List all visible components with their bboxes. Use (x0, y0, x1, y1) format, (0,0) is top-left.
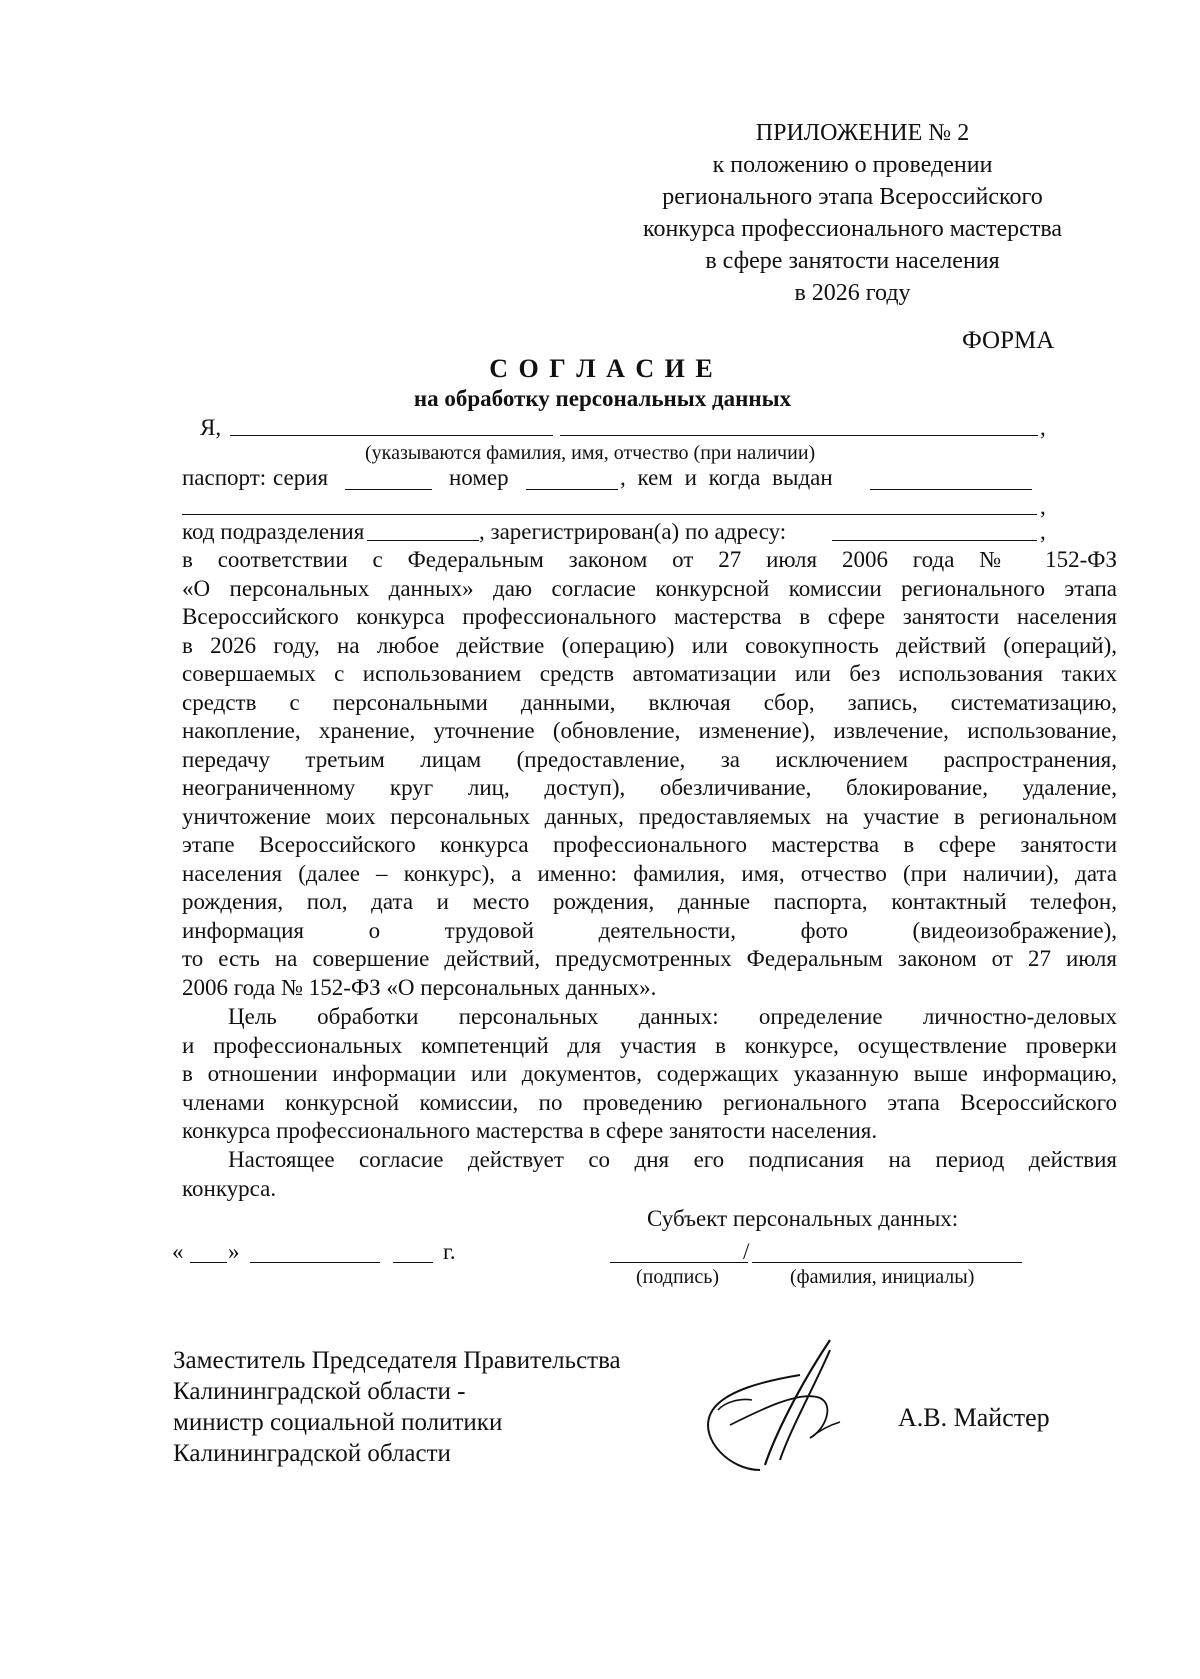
label-ya: Я, (200, 415, 222, 440)
paragraph-line: средств с персональными данными, включая сбор, запись, систематизацию, (182, 689, 1117, 715)
paragraph-line: и профессиональных компетенций для участия в конкурсе, осуществление проверки (182, 1032, 1117, 1058)
document-subtitle: на обработку персональных данных (413, 386, 792, 411)
handwritten-signature (690, 1330, 850, 1480)
paragraph-line: «О персональных данных» даю согласие конкурсной комиссии регионального этапа (182, 575, 1117, 601)
fio-field[interactable] (230, 435, 553, 436)
paragraph-line: Цель обработки персональных данных: определение личностно-деловых (228, 1004, 1117, 1029)
paragraph-line: совершаемых с использованием средств автоматизации или без использования таких (182, 661, 1117, 686)
paragraph-line: Всероссийского конкурса профессионального мастерства в сфере занятости населения (182, 604, 1117, 629)
paragraph-line: конкурса. (182, 1175, 277, 1201)
official-position (173, 1345, 621, 1469)
appendix-line: конкурса профессионального мастерства (643, 216, 1062, 242)
paragraph-line: населения (далее – конкурс), а именно: фамилия, имя, отчество (при наличии), дата (182, 860, 1117, 886)
passport-issued-field-cont[interactable] (182, 514, 1037, 515)
paragraph-line: 2006 года № 152-ФЗ «О персональных данных». (182, 974, 657, 1000)
slash: / (743, 1239, 750, 1264)
name-hint: (фамилия, инициалы) (790, 1266, 975, 1288)
comma: , (1040, 494, 1046, 519)
passport-number-field[interactable] (526, 489, 618, 490)
date-year-field[interactable] (393, 1262, 433, 1263)
label-issued: , кем и когда выдан (620, 465, 833, 490)
signature-hint: (подпись) (636, 1266, 720, 1288)
label-number: номер (449, 465, 509, 490)
paragraph-line: то есть на совершение действий, предусмотренных Федеральным законом от 27 июля (182, 946, 1117, 971)
official-line: министр социальной политики (173, 1409, 503, 1436)
date-day-field[interactable] (190, 1262, 227, 1263)
quote-close: » (228, 1239, 240, 1264)
form-label: ФОРМА (962, 327, 1055, 354)
passport-issued-field[interactable] (870, 489, 1032, 490)
paragraph-line: накопление, хранение, уточнение (обновление, изменение), извлечение, использование, (182, 718, 1117, 743)
address-field[interactable] (832, 540, 1037, 541)
paragraph-line: членами конкурсной комиссии, по проведению регионального этапа Всероссийского (182, 1089, 1117, 1115)
label-series: серия (273, 465, 329, 490)
appendix-line: к положению о проведении (712, 152, 993, 178)
paragraph-line: в 2026 году, на любое действие (операцию) или совокупность действий (операций), (182, 632, 1117, 658)
paragraph-line: уничтожение моих персональных данных, предоставляемых на участие в региональном (182, 803, 1117, 829)
fio-hint: (указываются фамилия, имя, отчество (при наличии) (365, 442, 816, 464)
year-suffix: г. (443, 1239, 456, 1264)
paragraph-line: в отношении информации или документов, содержащих указанную выше информацию, (182, 1061, 1117, 1086)
signature-field[interactable] (610, 1262, 748, 1263)
paragraph-line: информация о трудовой деятельности, фото (видеоизображение), (182, 917, 1117, 943)
appendix-line: в сфере занятости населения (705, 248, 1000, 274)
appendix-title: ПРИЛОЖЕНИЕ № 2 (755, 120, 970, 146)
paragraph-line: конкурса профессионального мастерства в сфере занятости населения. (182, 1118, 878, 1143)
comma: , (1040, 519, 1046, 544)
date-month-field[interactable] (250, 1262, 380, 1263)
subject-label: Субъект персональных данных: (647, 1206, 959, 1231)
paragraph-line: этапе Всероссийского конкурса профессионального мастерства в сфере занятости (182, 832, 1117, 857)
appendix-line: в 2026 году (794, 280, 911, 306)
document-title: С О Г Л А С И Е (489, 354, 715, 383)
division-code-field[interactable] (367, 540, 479, 541)
name-initials-field[interactable] (752, 1262, 1022, 1263)
paragraph-line: в соответствии с Федеральным законом от 27 июля 2006 года № 152-ФЗ (182, 547, 1117, 572)
appendix-header (600, 117, 1105, 309)
validity-paragraph (182, 1146, 1117, 1203)
fio-field-part2[interactable] (560, 435, 1038, 436)
paragraph-line: Настоящее согласие действует со дня его подписания на период действия (228, 1147, 1117, 1172)
paragraph-line: неограниченному круг лиц, доступ), обезличивание, блокирование, удаление, (182, 775, 1117, 800)
label-division-code: код подразделения (182, 519, 365, 544)
paragraph-line: рождения, пол, дата и место рождения, данные паспорта, контактный телефон, (182, 889, 1117, 914)
purpose-paragraph (182, 1003, 1117, 1146)
quote-open: « (172, 1239, 184, 1264)
consent-paragraph (182, 546, 1117, 1002)
paragraph-line: передачу третьим лицам (предоставление, за исключением распространения, (182, 746, 1117, 772)
comma: , (1040, 415, 1046, 440)
passport-series-field[interactable] (345, 489, 432, 490)
appendix-line: регионального этапа Всероссийского (662, 184, 1043, 210)
official-line: Калининградской области (173, 1440, 451, 1467)
official-name: А.В. Майстер (898, 1403, 1050, 1432)
official-line: Заместитель Председателя Правительства (173, 1347, 621, 1374)
label-passport: паспорт: (182, 465, 267, 490)
label-registered: , зарегистрирован(а) по адресу: (479, 519, 787, 544)
official-line: Калининградской области - (173, 1378, 466, 1405)
